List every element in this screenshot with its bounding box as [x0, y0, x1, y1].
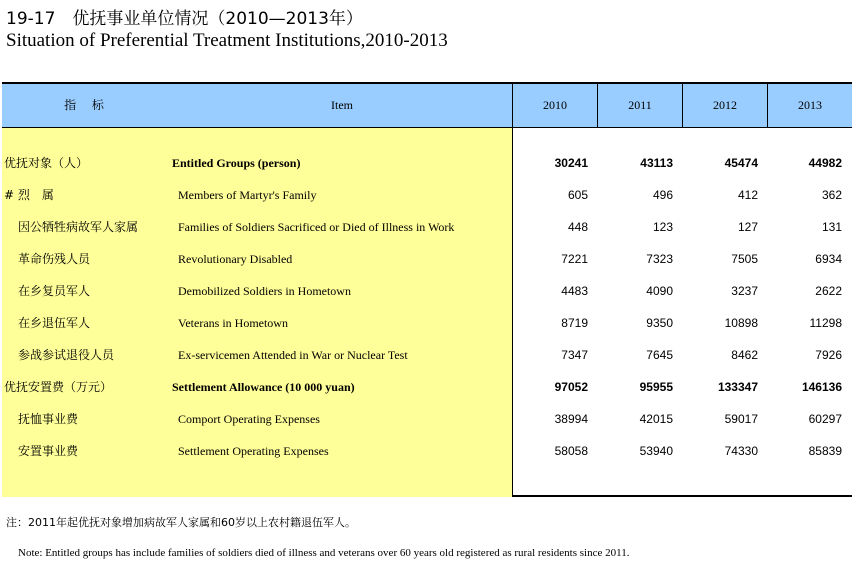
row-label-en: Revolutionary Disabled	[178, 252, 293, 266]
cell-2010: 38994	[554, 412, 588, 426]
row-label-en: Veterans in Hometown	[178, 316, 288, 330]
row-label-cn: 革命伤残人员	[18, 252, 91, 266]
table-row	[2, 371, 852, 403]
table-row	[2, 403, 852, 435]
row-label-cn: 参战参试退役人员	[18, 348, 115, 362]
row-label-cn: 优抚安置费（万元）	[4, 380, 113, 394]
cell-2013: 11298	[809, 316, 842, 330]
cell-2012: 74330	[724, 444, 758, 458]
table-header	[2, 84, 852, 128]
cell-2013: 85839	[808, 444, 842, 458]
header-year-2010: 2010	[513, 84, 598, 127]
row-label-en: Ex-servicemen Attended in War or Nuclear Test	[178, 348, 408, 362]
footnote-english: Note: Entitled groups has include families of soldiers died of illness and veterans over 60 years old registered as rural residents since 2011.	[18, 547, 630, 559]
cell-2011: 123	[652, 220, 673, 234]
row-label-cn: 抚恤事业费	[18, 412, 79, 426]
table-row	[2, 243, 852, 275]
table-row	[2, 211, 852, 243]
table-row	[2, 435, 852, 467]
cell-2013: 362	[821, 188, 842, 202]
cell-2011: 4090	[646, 284, 673, 298]
cell-2011: 7323	[646, 252, 673, 266]
cell-2010: 4483	[561, 284, 588, 298]
table-body	[2, 128, 852, 497]
cell-2012: 8462	[731, 348, 758, 362]
cell-2013: 131	[821, 220, 842, 234]
cell-2012: 10898	[724, 316, 758, 330]
cell-2011: 95955	[639, 380, 673, 394]
cell-2012: 45474	[724, 156, 758, 170]
cell-2010: 8719	[561, 316, 588, 330]
row-label-cn: # 烈 属	[4, 188, 54, 202]
cell-2010: 7221	[561, 252, 588, 266]
table-title-chinese: 19-17 优抚事业单位情况（2010—2013年）	[6, 9, 363, 29]
data-table	[2, 82, 852, 497]
table-title-english: Situation of Preferential Treatment Institutions,2010-2013	[6, 30, 448, 51]
row-label-en: Members of Martyr's Family	[178, 188, 317, 202]
row-label-en: Comport Operating Expenses	[178, 412, 320, 426]
table-row	[2, 179, 852, 211]
cell-2011: 9350	[646, 316, 673, 330]
cell-2011: 43113	[640, 156, 673, 170]
cell-2012: 3237	[731, 284, 758, 298]
table-row	[2, 275, 852, 307]
row-label-en: Settlement Allowance (10 000 yuan)	[172, 380, 355, 394]
cell-2011: 7645	[646, 348, 673, 362]
cell-2010: 448	[567, 220, 588, 234]
row-label-cn: 优抚对象（人）	[4, 156, 89, 170]
row-label-en: Demobilized Soldiers in Hometown	[178, 284, 351, 298]
cell-2013: 7926	[815, 348, 842, 362]
cell-2013: 60297	[808, 412, 842, 426]
cell-2013: 2622	[815, 284, 842, 298]
header-year-2011: 2011	[598, 84, 683, 127]
table-row	[2, 147, 852, 179]
header-indicator: 指 标	[2, 84, 172, 127]
cell-2010: 30241	[554, 156, 588, 170]
row-label-cn: 在乡复员军人	[18, 284, 91, 298]
cell-2012: 127	[737, 220, 758, 234]
cell-2010: 605	[567, 188, 588, 202]
table-row	[2, 339, 852, 371]
footnote-chinese: 注：2011年起优抚对象增加病故军人家属和60岁以上农村籍退伍军人。	[6, 516, 356, 529]
cell-2012: 7505	[731, 252, 758, 266]
cell-2011: 496	[652, 188, 673, 202]
row-label-en: Families of Soldiers Sacrificed or Died of Illness in Work	[178, 220, 455, 234]
row-label-en: Entitled Groups (person)	[172, 156, 301, 170]
header-year-2013: 2013	[768, 84, 852, 127]
cell-2010: 7347	[561, 348, 588, 362]
header-year-2012: 2012	[683, 84, 768, 127]
cell-2010: 97052	[554, 380, 588, 394]
row-label-cn: 安置事业费	[18, 444, 79, 458]
row-label-cn: 在乡退伍军人	[18, 316, 91, 330]
cell-2012: 59017	[724, 412, 758, 426]
cell-2013: 146136	[801, 380, 842, 394]
row-label-cn: 因公牺牲病故军人家属	[18, 220, 139, 234]
cell-2011: 53940	[639, 444, 673, 458]
cell-2011: 42015	[639, 412, 673, 426]
table-row	[2, 307, 852, 339]
header-item: Item	[172, 84, 513, 127]
cell-2013: 44982	[808, 156, 842, 170]
cell-2010: 58058	[554, 444, 588, 458]
cell-2012: 412	[737, 188, 758, 202]
row-label-en: Settlement Operating Expenses	[178, 444, 329, 458]
cell-2012: 133347	[717, 380, 758, 394]
cell-2013: 6934	[815, 252, 842, 266]
